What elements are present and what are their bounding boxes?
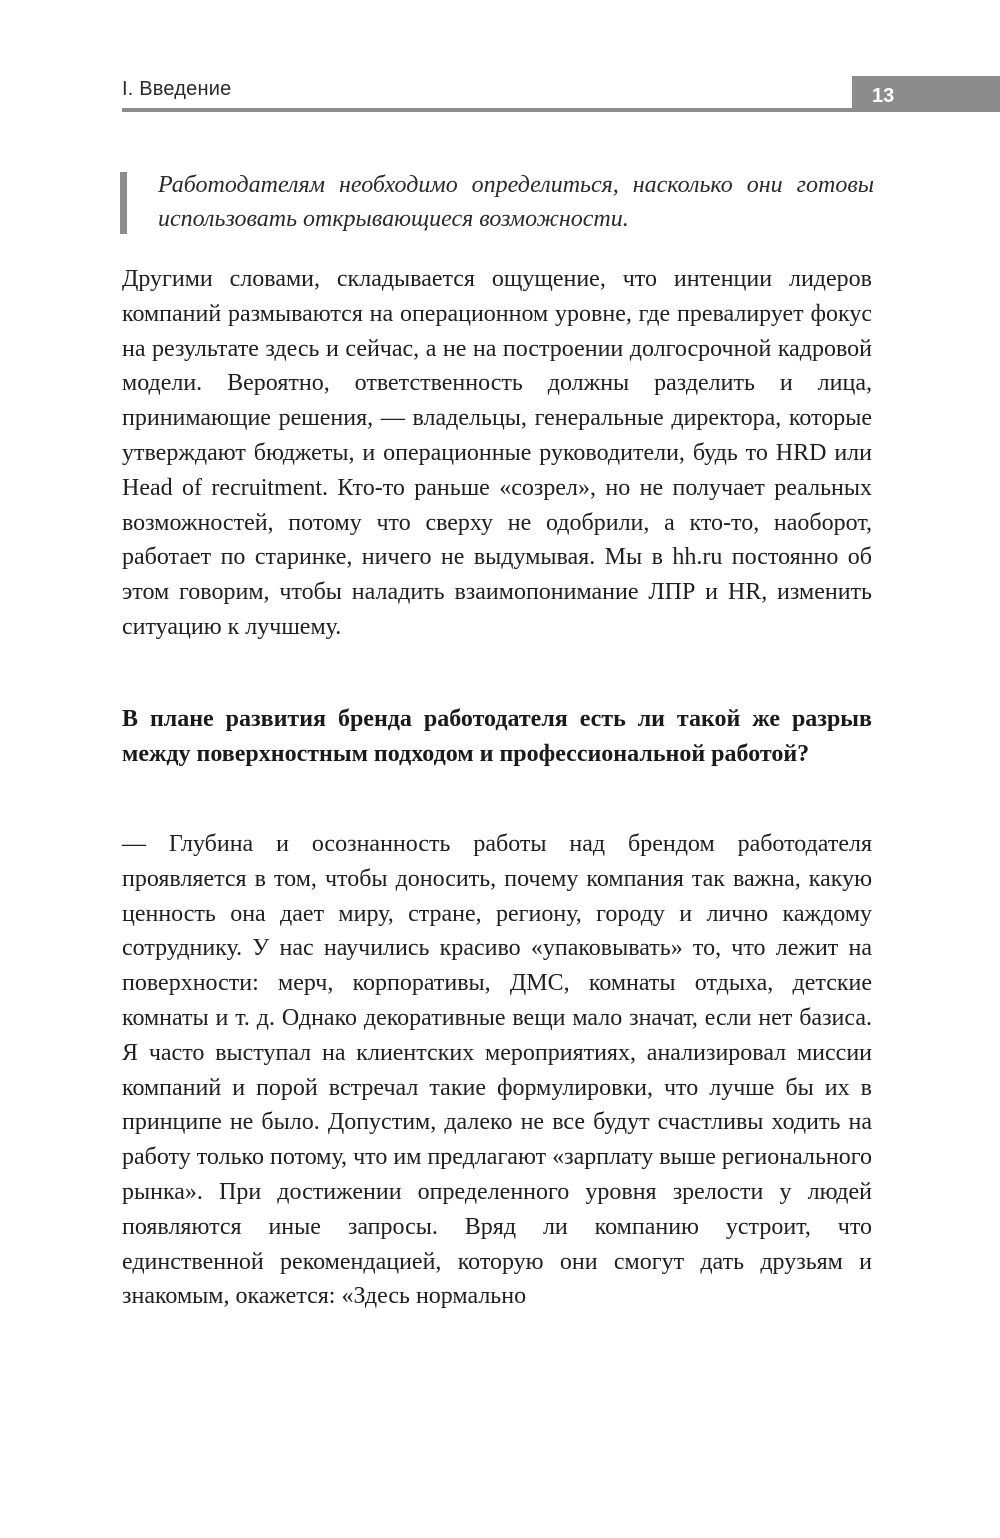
page-number-tab (852, 76, 1000, 112)
quote-bar (120, 172, 127, 234)
body-paragraph-2: — Глубина и осознанность работы над брендом работодателя проявляется в том, чтобы доносить, почему компания так важна, какую ценность она дает миру, стране, региону, городу и лично каждому сотруднику. У нас научились красиво «упаковывать» то, что лежит на поверхности: мерч, корпоративы, ДМС, комнаты отдыха, детские комнаты и т. д. Однако декоративные вещи мало значат, если нет базиса. Я часто выступал на клиентских мероприятиях, анализировал миссии компаний и порой встречал такие формулировки, что лучше бы их в принципе не было. Допустим, далеко не все будут счастливы ходить на работу только потому, что им предлагают «зарплату выше регионального рынка». При достижении определенного уровня зрелости у людей появляются иные запросы. Вряд ли компанию устроит, что единственной рекомендацией, которую они смогут дать друзьям и знакомым, окажется: «Здесь нормально (122, 831, 872, 1310)
pull-quote-text: Работодателям необходимо определиться, насколько они готовы использовать открывающиеся возможности. (158, 172, 874, 232)
interview-question: В плане развития бренда работодателя есть ли такой же разрыв между поверхностным подходом и профессиональной работой? (122, 706, 872, 767)
body-paragraph-1: Другими словами, складывается ощущение, что интенции лидеров компаний размываются на операционном уровне, где превалирует фокус на результате здесь и сейчас, а не на построении долгосрочной кадровой модели. Вероятно, ответственность должны разделить и лица, принимающие решения, — владельцы, генеральные директора, которые утверждают бюджеты, и операционные руководители, будь то HRD или Head of recruitment. Кто-то раньше «созрел», но не получает реальных возможностей, потому что сверху не одобрили, а кто-то, наоборот, работает по старинке, ничего не выдумывая. Мы в hh.ru постоянно об этом говорим, чтобы наладить взаимопонимание ЛПР и HR, изменить ситуацию к лучшему. (122, 266, 872, 640)
running-header (122, 76, 1000, 116)
chapter-title: I. Введение (122, 78, 232, 100)
page-number: 13 (872, 85, 895, 107)
